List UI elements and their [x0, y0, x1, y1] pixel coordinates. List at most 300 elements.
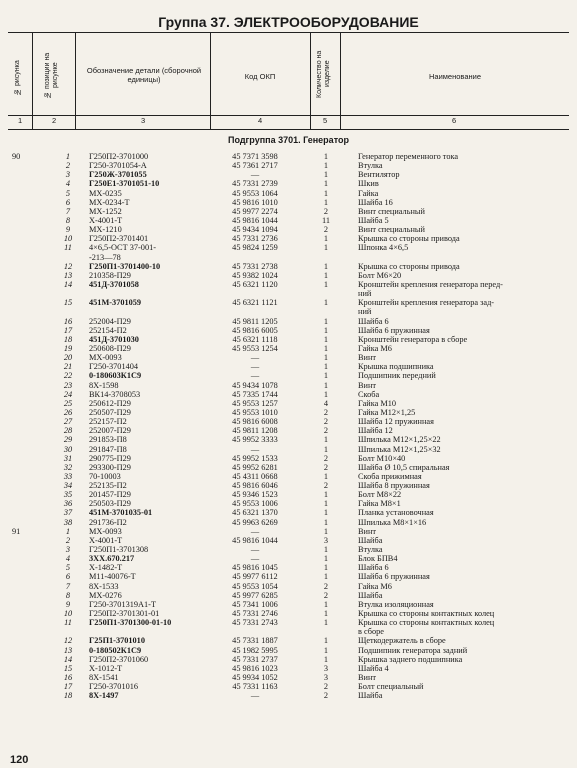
part-name: Гайка М8×1 — [358, 499, 401, 509]
okp-code: — — [250, 691, 260, 701]
okp-code: 45 9434 1078 — [232, 380, 278, 390]
okp-code: 45 9824 1259 — [232, 243, 278, 253]
column-number: 4 — [258, 116, 263, 125]
quantity: 2 — [323, 225, 329, 235]
position-number: 3 — [65, 170, 71, 180]
column-number: 1 — [18, 116, 23, 125]
part-name: Винт специальный — [358, 225, 425, 235]
okp-code: 45 7335 1744 — [232, 389, 278, 399]
okp-code: 45 6321 1370 — [232, 508, 278, 518]
position-number: 1 — [65, 152, 71, 161]
part-designation: 8Х-1541 — [89, 673, 119, 683]
table-row — [0, 253, 577, 262]
okp-code: 45 1982 5995 — [232, 645, 278, 655]
okp-code: 45 9934 1052 — [232, 673, 278, 683]
table-row — [0, 655, 577, 664]
table-row — [0, 234, 577, 243]
quantity: 2 — [323, 581, 329, 591]
position-number: 6 — [65, 197, 71, 207]
position-number: 15 — [63, 663, 73, 673]
position-number: 37 — [63, 508, 73, 518]
part-name: Шпонка 4×6,5 — [358, 243, 409, 253]
part-designation: 250608-П29 — [89, 343, 131, 353]
quantity: 1 — [323, 316, 329, 326]
quantity: 11 — [322, 215, 330, 225]
table-row — [0, 189, 577, 198]
header-figure-number: № рисунка — [14, 60, 21, 96]
quantity: 2 — [323, 206, 329, 216]
table-row — [0, 454, 577, 463]
quantity: 1 — [323, 334, 329, 344]
part-designation: МХ-1210 — [89, 225, 122, 235]
okp-code: 45 7331 2739 — [232, 179, 278, 189]
okp-code: 45 9553 1010 — [232, 407, 278, 417]
quantity: 1 — [323, 152, 329, 161]
table-row — [0, 673, 577, 682]
part-designation: Г250-3701404 — [89, 362, 139, 372]
part-name: Вентилятор — [358, 170, 400, 180]
part-designation: ВК14-3708053 — [89, 389, 141, 399]
quantity: 2 — [323, 417, 329, 427]
quantity: 1 — [323, 353, 329, 363]
quantity: 1 — [323, 279, 329, 289]
position-number: 11 — [64, 243, 72, 253]
quantity: 1 — [323, 645, 329, 655]
part-designation: 210358-П29 — [89, 270, 131, 280]
table-row — [0, 408, 577, 417]
part-designation: 250503-П29 — [89, 499, 131, 509]
part-designation: 252007-П29 — [89, 426, 131, 436]
quantity: 1 — [323, 471, 329, 481]
part-name: Болт М8×22 — [358, 490, 402, 500]
header-part-designation: Обозначение детали (сборочной единицы) — [86, 66, 202, 84]
part-name: Подшипник генератора задний — [358, 645, 468, 655]
position-number: 18 — [63, 334, 73, 344]
part-designation: Г250П2-3701401 — [89, 234, 149, 244]
okp-code: 45 9952 1533 — [232, 453, 278, 463]
part-designation: 3ХХ.670.217 — [89, 554, 135, 564]
part-name: ний — [358, 307, 372, 317]
part-designation: 451Д-3701030 — [89, 334, 139, 344]
position-number: 36 — [63, 499, 73, 509]
position-number: 11 — [64, 618, 72, 628]
column-divider — [32, 32, 33, 130]
part-name: Втулка — [358, 545, 383, 555]
table-row — [0, 627, 577, 636]
part-name: Гайка М10 — [358, 398, 397, 408]
table-row — [0, 307, 577, 316]
part-designation: 250612-П29 — [89, 398, 131, 408]
position-number: 21 — [63, 362, 73, 372]
table-row — [0, 499, 577, 508]
table-row — [0, 280, 577, 289]
part-name: в сборе — [358, 627, 384, 637]
quantity: 1 — [323, 343, 329, 353]
position-number: 4 — [65, 179, 71, 189]
quantity: 1 — [323, 389, 329, 399]
part-designation: Г250П1-3701400-10 — [89, 261, 161, 271]
quantity: 1 — [323, 371, 329, 381]
quantity: 1 — [323, 243, 329, 253]
part-designation: 250507-П29 — [89, 407, 131, 417]
table-row — [0, 481, 577, 490]
part-designation: 252135-П2 — [89, 481, 127, 491]
okp-code: — — [250, 170, 260, 180]
column-number: 2 — [52, 116, 57, 125]
okp-code: 45 9346 1523 — [232, 490, 278, 500]
position-number: 7 — [65, 206, 71, 216]
position-number: 5 — [65, 563, 71, 573]
part-designation: Г25П1-3701010 — [89, 636, 145, 646]
position-number: 33 — [63, 471, 73, 481]
table-row — [0, 572, 577, 581]
quantity: 1 — [323, 179, 329, 189]
okp-code: 45 9977 6112 — [232, 572, 278, 582]
quantity: 1 — [323, 261, 329, 271]
part-name: Гайка — [358, 188, 379, 198]
okp-code: 45 9952 3333 — [232, 435, 278, 445]
table-row — [0, 472, 577, 481]
quantity: 2 — [323, 682, 329, 692]
table-row — [0, 463, 577, 472]
position-number: 2 — [65, 161, 71, 171]
okp-code: 45 7331 2743 — [232, 618, 278, 628]
quantity: 1 — [323, 508, 329, 518]
okp-code: 45 7331 2738 — [232, 261, 278, 271]
table-row — [0, 243, 577, 252]
quantity: 1 — [323, 444, 329, 454]
part-designation: МХ-0093 — [89, 353, 122, 363]
table-row — [0, 426, 577, 435]
part-designation: 8Х-1533 — [89, 581, 119, 591]
quantity: 1 — [323, 517, 329, 527]
table-row — [0, 390, 577, 399]
part-designation: МХ-0234-Т — [89, 197, 130, 207]
position-number: 8 — [65, 215, 71, 225]
table-row — [0, 216, 577, 225]
part-name: Болт специальный — [358, 682, 424, 692]
okp-code: 45 7361 2717 — [232, 161, 278, 171]
position-number: 20 — [63, 353, 73, 363]
table-row — [0, 289, 577, 298]
part-designation: 252154-П2 — [89, 325, 127, 335]
part-designation: МХ-0276 — [89, 590, 122, 600]
quantity: 1 — [323, 362, 329, 372]
quantity: 1 — [323, 234, 329, 244]
okp-code: — — [250, 371, 260, 381]
quantity: 1 — [323, 435, 329, 445]
part-name: Шайба 12 пружинная — [358, 417, 434, 427]
table-row — [0, 271, 577, 280]
part-name: Крышка со стороны привода — [358, 261, 460, 271]
part-name: Крышка подшипника — [358, 362, 434, 372]
column-number: 6 — [452, 116, 457, 125]
part-designation: 291847-П8 — [89, 444, 127, 454]
table-row — [0, 527, 577, 536]
part-name: Шайба 6 пружинная — [358, 325, 430, 335]
position-number: 35 — [63, 490, 73, 500]
part-name: Втулка — [358, 161, 383, 171]
table-row — [0, 518, 577, 527]
part-name: Гайка М6 — [358, 343, 392, 353]
quantity: 2 — [323, 590, 329, 600]
part-name: Шкив — [358, 179, 379, 189]
column-divider — [75, 32, 76, 130]
position-number: 5 — [65, 188, 71, 198]
position-number: 32 — [63, 462, 73, 472]
position-number: 2 — [65, 535, 71, 545]
okp-code: 45 4311 0668 — [232, 471, 278, 481]
part-designation: Г250П2-3701060 — [89, 654, 149, 664]
quantity: 3 — [323, 663, 329, 673]
part-name: Шайба 16 — [358, 197, 393, 207]
part-designation: МХ-1252 — [89, 206, 122, 216]
okp-code: 45 9977 2274 — [232, 206, 278, 216]
column-divider — [210, 32, 211, 130]
part-designation: М11-40076-Т — [89, 572, 136, 582]
quantity: 2 — [323, 462, 329, 472]
position-number: 9 — [65, 599, 71, 609]
part-name: Планка установочная — [358, 508, 434, 518]
quantity: 1 — [323, 636, 329, 646]
part-name: Кронштейн генератора в сборе — [358, 334, 468, 344]
position-number: 38 — [63, 517, 73, 527]
position-number: 30 — [63, 444, 73, 454]
position-number: 34 — [63, 481, 73, 491]
part-name: Шайба Ø 10,5 спиральная — [358, 462, 450, 472]
part-designation: 291853-П8 — [89, 435, 127, 445]
quantity: 2 — [323, 481, 329, 491]
position-number: 19 — [63, 343, 73, 353]
table-row — [0, 563, 577, 572]
okp-code: 45 9952 6281 — [232, 462, 278, 472]
part-designation: 252157-П2 — [89, 417, 127, 427]
quantity: 1 — [323, 188, 329, 198]
part-name: Крышка заднего подшипника — [358, 654, 463, 664]
position-number: 18 — [63, 691, 73, 701]
part-designation: Г250П1-3701308 — [89, 545, 149, 555]
part-designation: 252004-П29 — [89, 316, 131, 326]
part-designation: МХ-0235 — [89, 188, 122, 198]
table-row — [0, 152, 577, 161]
part-name: Шайба 6 пружинная — [358, 572, 430, 582]
column-divider — [310, 32, 311, 130]
quantity: 1 — [323, 526, 329, 536]
position-number: 1 — [65, 526, 71, 536]
part-name: Винт — [358, 353, 377, 363]
part-name: Шайба 6 — [358, 563, 389, 573]
part-name: Кронштейн крепления генератора зад- — [358, 298, 495, 308]
okp-code: 45 9816 6008 — [232, 417, 278, 427]
okp-code: 45 9816 1044 — [232, 215, 278, 225]
table-row — [0, 335, 577, 344]
okp-code: 45 7331 2737 — [232, 654, 278, 664]
subgroup-title: Подгруппа 3701. Генератор — [228, 135, 349, 145]
okp-code: 45 7331 2746 — [232, 609, 278, 619]
position-number: 6 — [65, 572, 71, 582]
quantity: 1 — [323, 572, 329, 582]
table-row — [0, 609, 577, 618]
part-designation: Г250-3701016 — [89, 682, 139, 692]
part-name: Втулка изоляционная — [358, 599, 434, 609]
quantity: 1 — [323, 545, 329, 555]
part-designation: МХ-0093 — [89, 526, 122, 536]
okp-code: 45 9553 1054 — [232, 581, 278, 591]
table-row — [0, 161, 577, 170]
quantity: 1 — [323, 654, 329, 664]
position-number: 16 — [63, 316, 73, 326]
table-row — [0, 417, 577, 426]
position-number: 27 — [63, 417, 73, 427]
table-row — [0, 207, 577, 216]
column-number: 5 — [323, 116, 328, 125]
okp-code: 45 9811 1208 — [232, 426, 278, 436]
quantity: 1 — [323, 599, 329, 609]
position-number: 14 — [63, 654, 73, 664]
column-number-row — [8, 114, 569, 130]
part-name: Щеткодержатель в сборе — [358, 636, 446, 646]
quantity: 1 — [323, 270, 329, 280]
part-name: Гайка М12×1,25 — [358, 407, 416, 417]
okp-code: 45 9553 1257 — [232, 398, 278, 408]
table-row — [0, 435, 577, 444]
part-name: Скоба — [358, 389, 380, 399]
part-name: Шпилька М12×1,25×32 — [358, 444, 441, 454]
figure-number: 90 — [12, 152, 21, 161]
quantity: 2 — [323, 426, 329, 436]
quantity: 1 — [323, 161, 329, 171]
position-number: 13 — [63, 270, 73, 280]
okp-code: 45 7371 3598 — [232, 152, 278, 161]
table-row — [0, 326, 577, 335]
position-number: 24 — [63, 389, 73, 399]
part-name: Шайба — [358, 535, 383, 545]
quantity: 1 — [323, 170, 329, 180]
page-title: Группа 37. ЭЛЕКТРООБОРУДОВАНИЕ — [158, 14, 419, 30]
table-row — [0, 353, 577, 362]
position-number: 23 — [63, 380, 73, 390]
quantity: 1 — [323, 499, 329, 509]
position-number: 25 — [63, 398, 73, 408]
position-number: 26 — [63, 407, 73, 417]
part-designation: Г250-3701319А1-Т — [89, 599, 157, 609]
table-row — [0, 691, 577, 700]
table-row — [0, 582, 577, 591]
okp-code: — — [250, 444, 260, 454]
position-number: 7 — [65, 581, 71, 591]
quantity: 2 — [323, 691, 329, 701]
part-designation: Г250П2-3701301-01 — [89, 609, 160, 619]
okp-code: — — [250, 353, 260, 363]
quantity: 1 — [323, 618, 329, 628]
okp-code: 45 9816 1044 — [232, 535, 278, 545]
header-okp-code: Код ОКП — [244, 72, 276, 81]
okp-code: 45 9553 1254 — [232, 343, 278, 353]
table-row — [0, 317, 577, 326]
position-number: 10 — [63, 234, 73, 244]
part-designation: Х-1482-Т — [89, 563, 123, 573]
parts-table — [0, 152, 577, 700]
part-designation: 0-180502К1С9 — [89, 645, 142, 655]
part-name: Крышка со стороны контактных колец — [358, 609, 495, 619]
okp-code: 45 6321 1120 — [232, 279, 278, 289]
part-designation: Г250Е1-3701051-10 — [89, 179, 160, 189]
part-name: Винт специальный — [358, 206, 425, 216]
quantity: 1 — [323, 380, 329, 390]
position-number: 12 — [63, 261, 73, 271]
table-row — [0, 399, 577, 408]
okp-code: 45 9434 1094 — [232, 225, 278, 235]
okp-code: — — [250, 545, 260, 555]
part-name: Гайка М6 — [358, 581, 392, 591]
part-name: Скоба прижимная — [358, 471, 422, 481]
position-number: 17 — [63, 682, 73, 692]
page-number: 120 — [10, 754, 29, 766]
okp-code: 45 9553 1064 — [232, 188, 278, 198]
position-number: 10 — [63, 609, 73, 619]
table-row — [0, 508, 577, 517]
part-name: Шайба — [358, 590, 383, 600]
position-number: 13 — [63, 645, 73, 655]
okp-code: 45 7331 2736 — [232, 234, 278, 244]
table-row — [0, 445, 577, 454]
part-designation: 451М-3701059 — [89, 298, 142, 308]
okp-code: 45 6321 1121 — [232, 298, 278, 308]
position-number: 28 — [63, 426, 73, 436]
okp-code: 45 7341 1006 — [232, 599, 278, 609]
quantity: 3 — [323, 535, 329, 545]
part-name: Подшипник передний — [358, 371, 436, 381]
part-name: Блок БПВ4 — [358, 554, 398, 564]
quantity: 1 — [323, 490, 329, 500]
table-row — [0, 490, 577, 499]
part-name: Болт М6×20 — [358, 270, 402, 280]
table-row — [0, 371, 577, 380]
okp-code: 45 9811 1205 — [232, 316, 278, 326]
table-row — [0, 682, 577, 691]
column-number: 3 — [141, 116, 146, 125]
figure-number: 91 — [12, 526, 21, 536]
part-name: Крышка со стороны контактных колец — [358, 618, 495, 628]
okp-code: 45 9963 6269 — [232, 517, 278, 527]
okp-code: 45 9816 6046 — [232, 481, 278, 491]
part-designation: 201457-П29 — [89, 490, 131, 500]
part-name: Генератор переменного тока — [358, 152, 459, 161]
part-designation: 291736-П2 — [89, 517, 127, 527]
part-name: Шпилька М12×1,25×22 — [358, 435, 441, 445]
position-number: 14 — [63, 279, 73, 289]
okp-code: — — [250, 554, 260, 564]
part-designation: Г250П2-3701000 — [89, 152, 149, 161]
part-name: Болт М10×40 — [358, 453, 406, 463]
column-divider — [340, 32, 341, 130]
part-name: Шайба 8 пружинная — [358, 481, 430, 491]
part-name: Шайба — [358, 691, 383, 701]
okp-code: 45 9816 6005 — [232, 325, 278, 335]
position-number: 31 — [63, 453, 73, 463]
part-designation: 0-180603К1С9 — [89, 371, 142, 381]
part-name: ний — [358, 289, 372, 299]
header-name: Наименование — [429, 72, 481, 81]
part-designation: 8Х-1598 — [89, 380, 119, 390]
quantity: 1 — [323, 554, 329, 564]
okp-code: — — [250, 526, 260, 536]
table-row — [0, 381, 577, 390]
part-name: Винт — [358, 673, 377, 683]
position-number: 22 — [63, 371, 73, 381]
header-quantity: Количество на изделие — [316, 50, 331, 98]
okp-code: 45 9816 1010 — [232, 197, 278, 207]
